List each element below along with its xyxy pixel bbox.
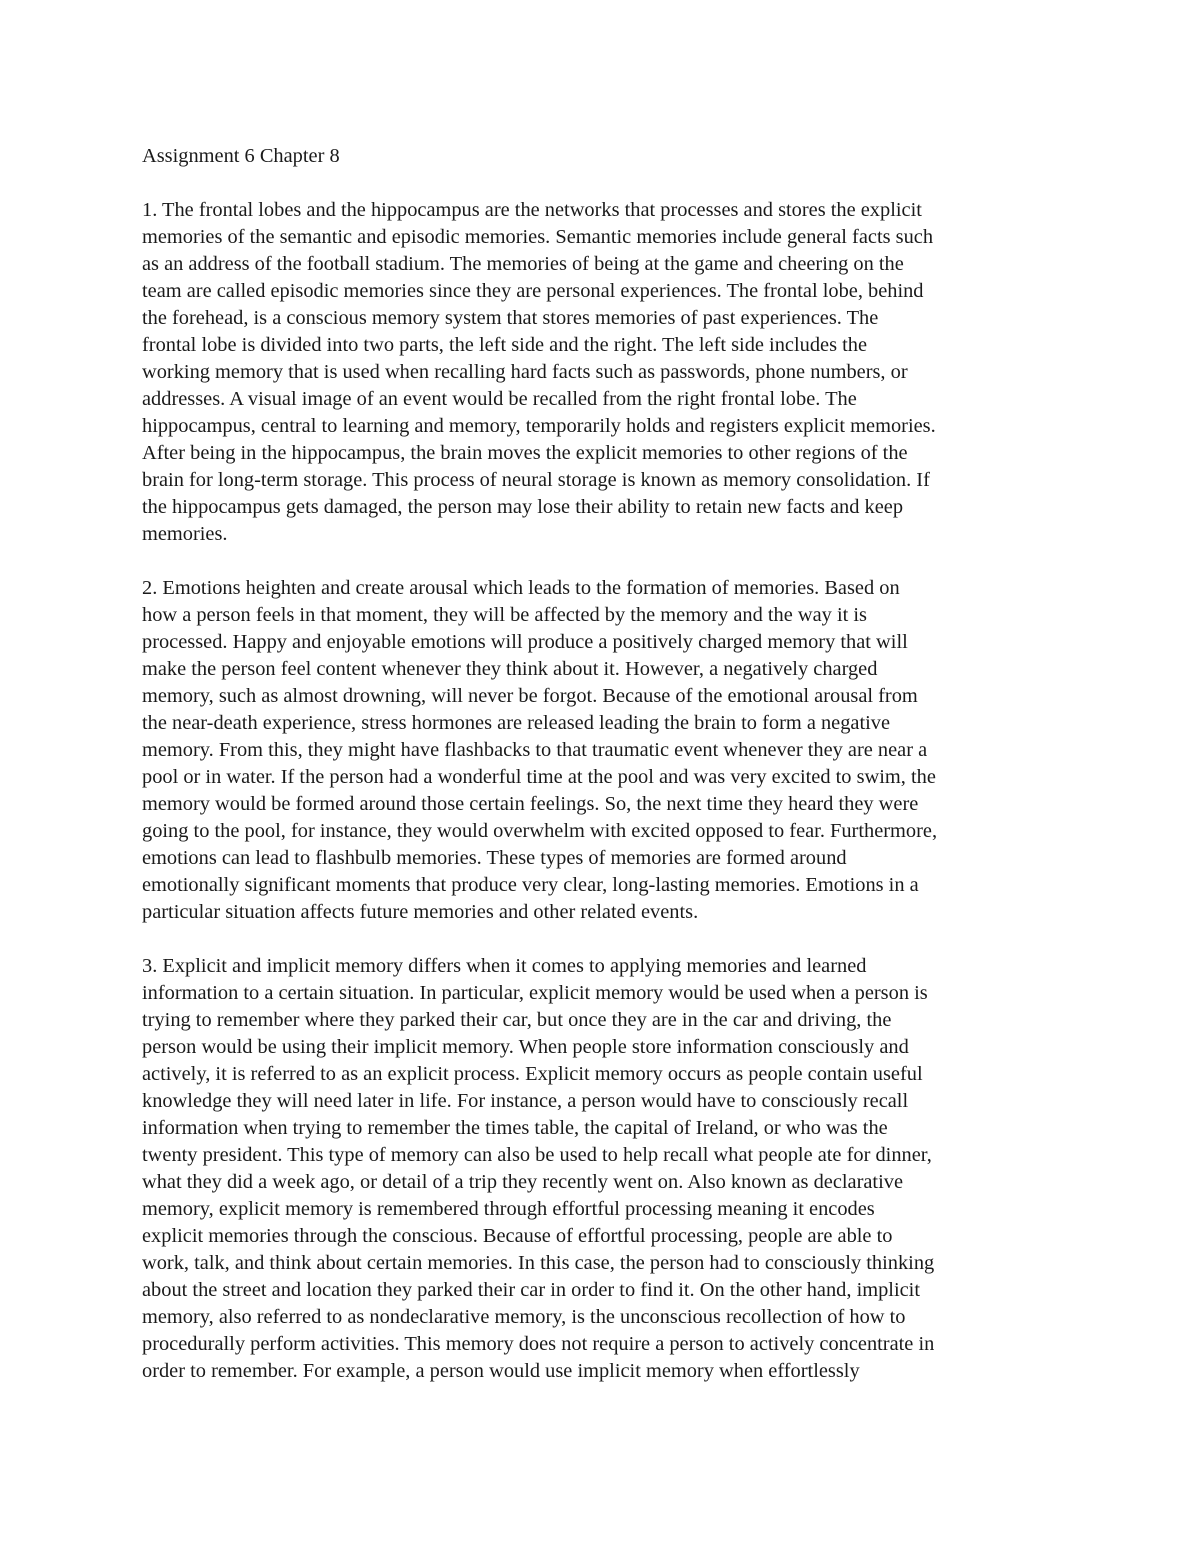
text-line: about the street and location they parked their car in order to find it. On the other hand, implicit — [142, 1279, 921, 1301]
text-line: person would be using their implicit memory. When people store information consciously and — [142, 1036, 909, 1058]
text-line: work, talk, and think about certain memories. In this case, the person had to consciously thinking — [142, 1252, 935, 1274]
text-line: information when trying to remember the times table, the capital of Ireland, or who was the — [142, 1117, 888, 1139]
text-line: After being in the hippocampus, the brain moves the explicit memories to other regions of the — [142, 442, 908, 464]
text-line: explicit memories through the conscious. Because of effortful processing, people are able to — [142, 1225, 893, 1247]
text-line: how a person feels in that moment, they will be affected by the memory and the way it is — [142, 604, 867, 626]
paragraph-1 — [142, 197, 1067, 548]
text-line: frontal lobe is divided into two parts, the left side and the right. The left side includes the — [142, 334, 868, 356]
text-line: memory, explicit memory is remembered through effortful processing meaning it encodes — [142, 1198, 875, 1220]
text-line: 3. Explicit and implicit memory differs when it comes to applying memories and learned — [142, 955, 867, 977]
text-line: the near-death experience, stress hormones are released leading the brain to form a negative — [142, 712, 891, 734]
text-line: memory would be formed around those certain feelings. So, the next time they heard they were — [142, 793, 919, 815]
text-line: make the person feel content whenever they think about it. However, a negatively charged — [142, 658, 878, 680]
document-body — [142, 143, 1067, 1412]
text-line: memories of the semantic and episodic memories. Semantic memories include general facts such — [142, 226, 934, 248]
text-line: trying to remember where they parked their car, but once they are in the car and driving, the — [142, 1009, 892, 1031]
text-line: order to remember. For example, a person would use implicit memory when effortlessly — [142, 1360, 860, 1382]
text-line: particular situation affects future memories and other related events. — [142, 901, 699, 923]
text-line: emotionally significant moments that produce very clear, long-lasting memories. Emotions in a — [142, 874, 919, 896]
text-line: what they did a week ago, or detail of a trip they recently went on. Also known as declarative — [142, 1171, 904, 1193]
text-line: knowledge they will need later in life. For instance, a person would have to consciously recall — [142, 1090, 909, 1112]
text-line: addresses. A visual image of an event would be recalled from the right frontal lobe. The — [142, 388, 857, 410]
text-line: memory, such as almost drowning, will never be forgot. Because of the emotional arousal from — [142, 685, 918, 707]
text-line: pool or in water. If the person had a wonderful time at the pool and was very excited to swim, the — [142, 766, 936, 788]
text-line: actively, it is referred to as an explicit process. Explicit memory occurs as people contain useful — [142, 1063, 923, 1085]
text-line: emotions can lead to flashbulb memories. These types of memories are formed around — [142, 847, 847, 869]
text-line: brain for long-term storage. This process of neural storage is known as memory consolidation. If — [142, 469, 930, 491]
paragraph-2 — [142, 575, 1067, 926]
text-line: going to the pool, for instance, they would overwhelm with excited opposed to fear. Furthermore, — [142, 820, 938, 842]
text-line: procedurally perform activities. This memory does not require a person to actively concentrate in — [142, 1333, 935, 1355]
text-line: hippocampus, central to learning and memory, temporarily holds and registers explicit memories. — [142, 415, 936, 437]
text-line: memories. — [142, 523, 228, 545]
text-line: the forehead, is a conscious memory system that stores memories of past experiences. The — [142, 307, 879, 329]
text-line: memory, also referred to as nondeclarative memory, is the unconscious recollection of how to — [142, 1306, 906, 1328]
text-line: twenty president. This type of memory can also be used to help recall what people ate for dinner, — [142, 1144, 932, 1166]
text-line: memory. From this, they might have flashbacks to that traumatic event whenever they are near a — [142, 739, 928, 761]
text-line: processed. Happy and enjoyable emotions will produce a positively charged memory that will — [142, 631, 908, 653]
document-title: Assignment 6 Chapter 8 — [142, 145, 340, 167]
text-line: as an address of the football stadium. The memories of being at the game and cheering on the — [142, 253, 904, 275]
text-line: information to a certain situation. In particular, explicit memory would be used when a person is — [142, 982, 928, 1004]
paragraph-3 — [142, 953, 1067, 1385]
text-line: 1. The frontal lobes and the hippocampus are the networks that processes and stores the explicit — [142, 199, 922, 221]
text-line: 2. Emotions heighten and create arousal which leads to the formation of memories. Based on — [142, 577, 900, 599]
text-line: the hippocampus gets damaged, the person may lose their ability to retain new facts and keep — [142, 496, 904, 518]
paragraph-list — [142, 197, 1067, 1385]
text-line: working memory that is used when recalling hard facts such as passwords, phone numbers, or — [142, 361, 908, 383]
text-line: team are called episodic memories since they are personal experiences. The frontal lobe, behind — [142, 280, 924, 302]
